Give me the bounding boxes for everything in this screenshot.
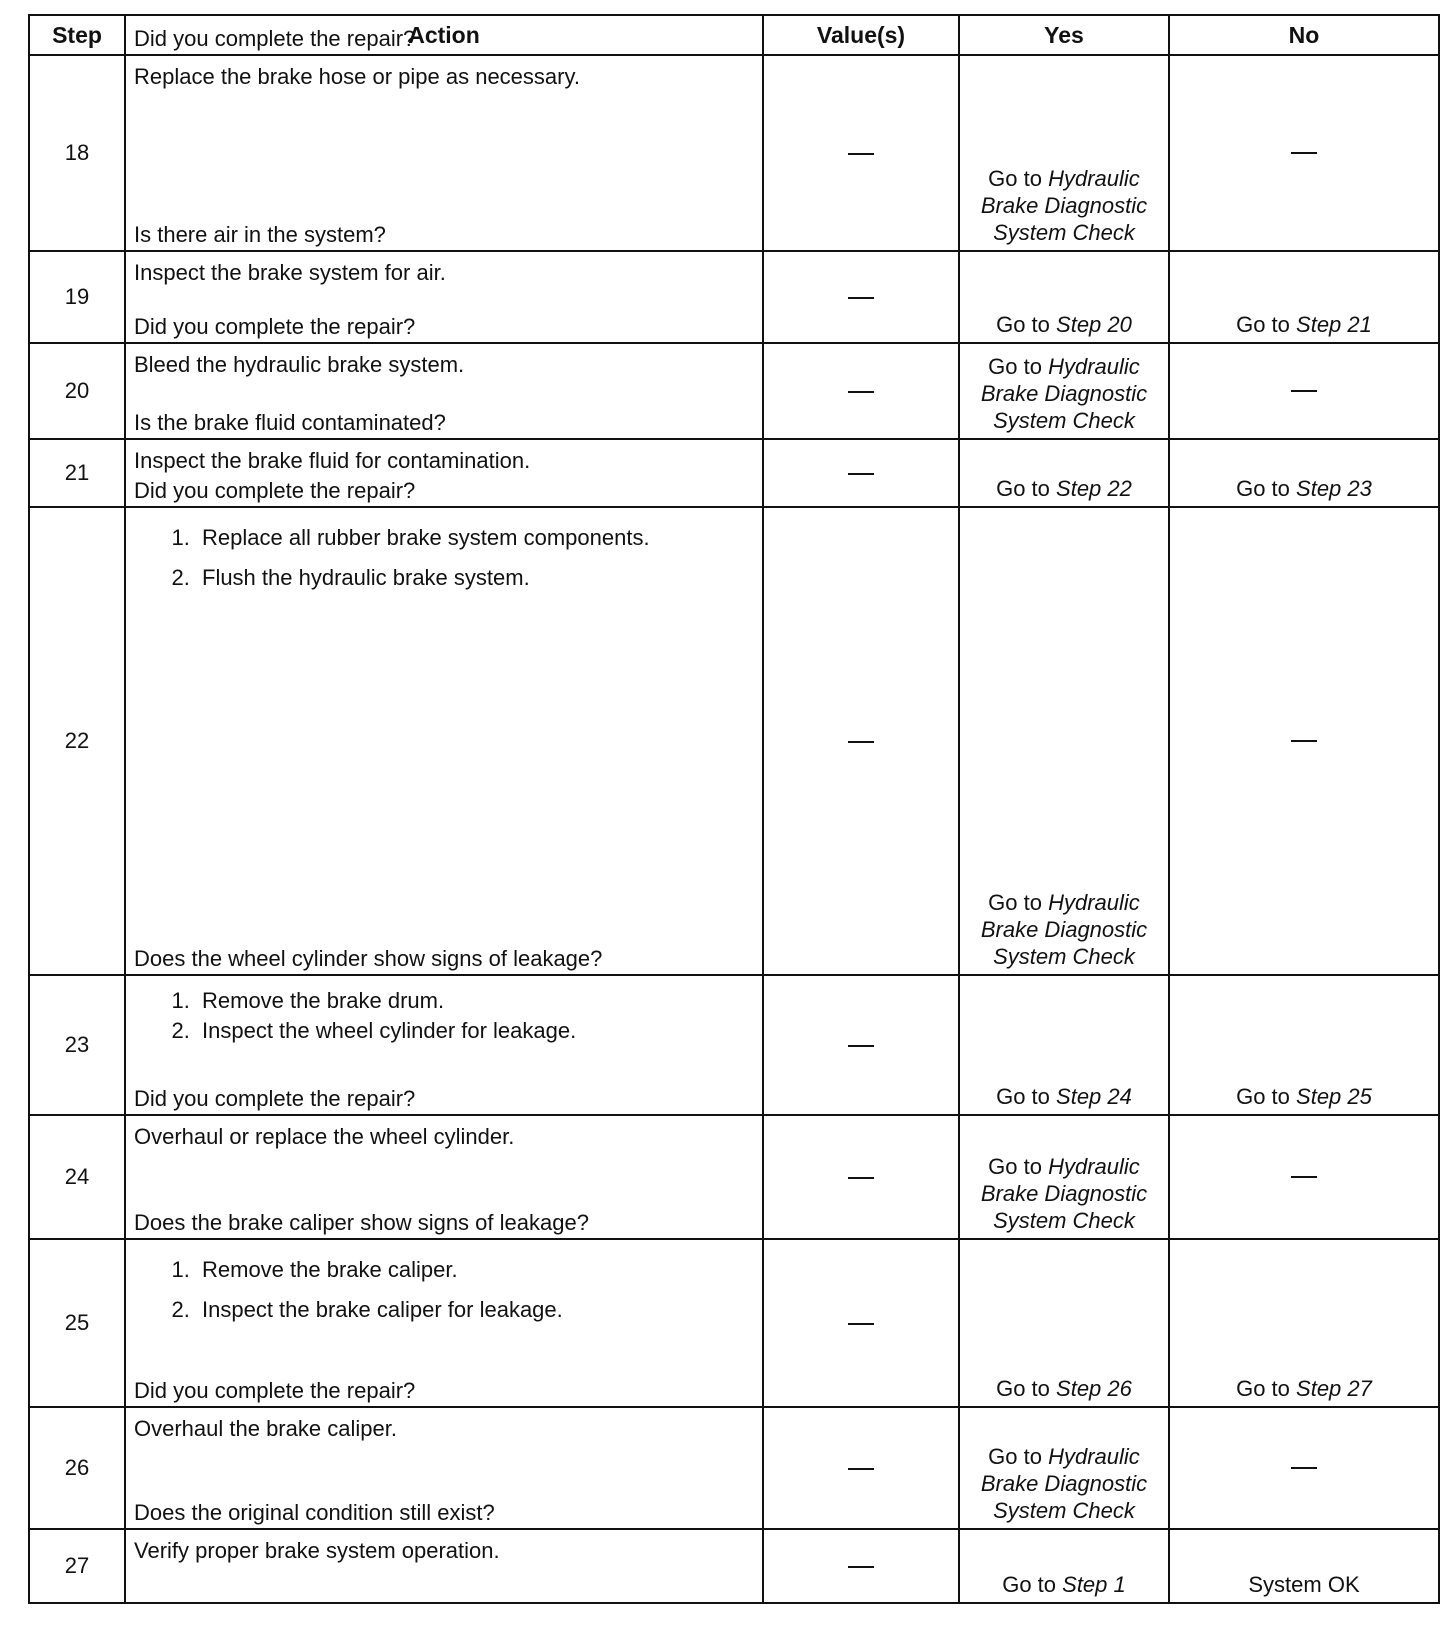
dash-mark [848,297,874,299]
header-no: No [1169,15,1439,55]
step-number: 27 [29,1529,125,1603]
no-link[interactable]: Go to Step 21 [1236,312,1372,337]
dash-mark [848,741,874,743]
list-item: 1. Remove the brake caliper. [196,1250,756,1290]
list-item: 1. Replace all rubber brake system components. [196,518,756,558]
step-number: 26 [29,1407,125,1529]
yes-cell [959,1529,1169,1603]
action-question: Does the wheel cylinder show signs of leakage? [134,946,603,971]
action-text: Overhaul or replace the wheel cylinder. [134,1124,515,1149]
action-question: Does the brake caliper show signs of leakage? [134,1210,589,1235]
table-row [29,507,1439,975]
step-number: 23 [29,975,125,1115]
dash-mark [848,1468,874,1470]
dash-mark [1291,152,1317,154]
value-cell [763,507,959,975]
value-cell [763,975,959,1115]
header-yes: Yes [959,15,1169,55]
no-link[interactable]: Go to Step 25 [1236,1084,1372,1109]
action-text: Verify proper brake system operation. [134,1538,500,1563]
no-cell [1169,1529,1439,1603]
action-text: Inspect the brake system for air. [134,260,446,285]
action-steps-list [134,1250,756,1330]
diagnostic-table-page [28,14,1438,1604]
yes-cell [959,1115,1169,1239]
no-cell [1169,439,1439,507]
dash-mark [1291,1176,1317,1178]
yes-cell [959,1239,1169,1407]
yes-link[interactable]: Go to Hydraulic Brake Diagnostic System Check [980,166,1148,245]
action-question: Is there air in the system? [134,222,386,247]
header-values: Value(s) [763,15,959,55]
diagnostic-table [28,14,1440,1604]
action-steps-list [134,986,756,1046]
value-cell [763,1239,959,1407]
yes-cell [959,439,1169,507]
action-question: Does the original condition still exist? [134,1500,495,1525]
yes-cell [959,975,1169,1115]
yes-link[interactable]: Go to Hydraulic Brake Diagnostic System Check [980,1154,1148,1233]
dash-mark [848,1177,874,1179]
no-cell [1169,343,1439,439]
header-step: Step [29,15,125,55]
value-cell [763,251,959,343]
dash-mark [848,391,874,393]
value-cell [763,1407,959,1529]
list-item: 1. Remove the brake drum. [196,986,756,1016]
dash-mark [848,1566,874,1568]
no-link[interactable]: Go to Step 23 [1236,476,1372,501]
value-cell [763,439,959,507]
action-question: Is the brake fluid contaminated? [134,410,446,435]
yes-cell [959,251,1169,343]
dash-mark [848,1045,874,1047]
yes-link[interactable]: Go to Step 20 [996,312,1132,337]
yes-link[interactable]: Go to Step 22 [996,476,1132,501]
yes-link[interactable]: Go to Hydraulic Brake Diagnostic System Check [980,354,1148,433]
yes-cell [959,507,1169,975]
action-text: Replace the brake hose or pipe as necessary. [134,64,580,89]
step-number: 19 [29,251,125,343]
step-number: 22 [29,507,125,975]
dash-mark [1291,740,1317,742]
action-text: Inspect the brake fluid for contamination. [134,448,531,473]
dash-mark [848,153,874,155]
action-question: Did you complete the repair? [134,314,416,339]
no-cell [1169,1115,1439,1239]
step-number: 25 [29,1239,125,1407]
action-question: Did you complete the repair? [134,1378,416,1403]
dash-mark [1291,1467,1317,1469]
table-row [29,1529,1439,1603]
step-number: 20 [29,343,125,439]
yes-link[interactable]: Go to Step 26 [996,1376,1132,1401]
step-number: 18 [29,55,125,251]
yes-link[interactable]: Go to Hydraulic Brake Diagnostic System Check [980,1444,1148,1523]
yes-cell [959,55,1169,251]
list-item: 2. Inspect the wheel cylinder for leakage. [196,1016,756,1046]
yes-link[interactable]: Go to Step 1 [1002,1572,1126,1597]
header-action: Action [125,15,763,55]
action-question: Did you complete the repair? [134,26,416,51]
list-item: 2. Inspect the brake caliper for leakage. [196,1290,756,1330]
yes-link[interactable]: Go to Step 24 [996,1084,1132,1109]
value-cell [763,1115,959,1239]
no-link[interactable]: Go to Step 27 [1236,1376,1372,1401]
dash-mark [848,1323,874,1325]
no-cell [1169,55,1439,251]
no-cell [1169,507,1439,975]
action-cell [125,1500,763,1603]
yes-cell [959,1407,1169,1529]
value-cell [763,343,959,439]
yes-link[interactable]: Go to Hydraulic Brake Diagnostic System Check [980,890,1148,969]
value-cell [763,55,959,251]
action-text: Overhaul the brake caliper. [134,1416,397,1441]
yes-cell [959,343,1169,439]
no-cell [1169,251,1439,343]
action-steps-list [134,518,756,598]
list-item: 2. Flush the hydraulic brake system. [196,558,756,598]
system-ok-text: System OK [1248,1572,1360,1597]
value-cell [763,1529,959,1603]
action-question: Did you complete the repair? [134,1086,416,1111]
action-question: Did you complete the repair? [134,478,416,503]
dash-mark [1291,390,1317,392]
no-cell [1169,1407,1439,1529]
action-text: Bleed the hydraulic brake system. [134,352,465,377]
step-number: 24 [29,1115,125,1239]
step-number: 21 [29,439,125,507]
action-cell [125,478,763,975]
dash-mark [848,473,874,475]
no-cell [1169,1239,1439,1407]
no-cell [1169,975,1439,1115]
